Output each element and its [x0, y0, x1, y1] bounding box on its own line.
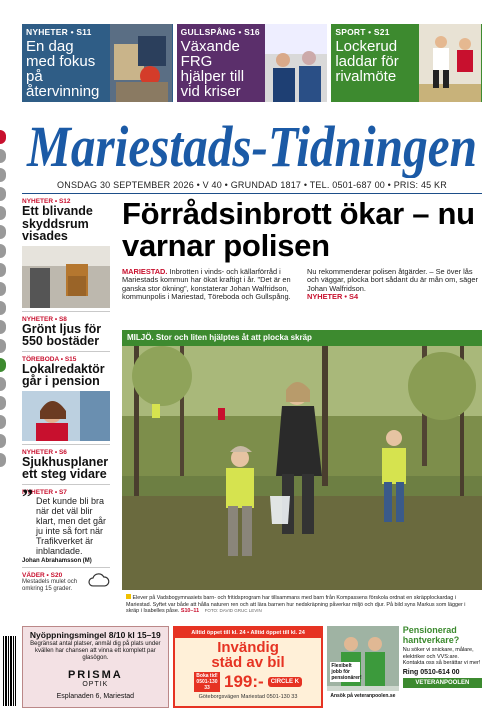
teaser-photo: [419, 24, 482, 102]
left-story-shelter[interactable]: [22, 198, 110, 312]
ad-brand: CIRCLE K: [268, 677, 302, 687]
left-column: [22, 198, 110, 620]
cloud-icon: [88, 572, 110, 588]
barcode: [2, 636, 16, 706]
photo-credit: FOTO: DAVID GRUC LEVIN: [204, 608, 262, 614]
teaser-frg[interactable]: [177, 24, 328, 102]
teaser-photo: [265, 24, 328, 102]
teaser-sport[interactable]: [331, 24, 482, 102]
teaser-tag: SPORT • S21: [335, 27, 390, 37]
ad-circle-k[interactable]: [173, 626, 324, 708]
dateline: ONSDAG 30 SEPTEMBER 2026 • V 40 • GRUNDAD 1817 • TEL. 0501-687 00 • PRIS: 45 KR: [57, 180, 447, 190]
weather-block[interactable]: [22, 572, 110, 593]
teaser-headline: Växande FRG hjälper till vid kriser: [180, 38, 245, 100]
ad-brand-sub: OPTIK: [82, 681, 109, 688]
story-kicker: VÄDER • S20: [22, 571, 63, 579]
masthead-logo: [22, 112, 482, 178]
ad-body: Nu söker vi snickare, målare, elektriker och VVS:are. Kontakta oss så berättar vi mer!: [402, 647, 481, 666]
story-kicker: NYHETER • S6: [22, 448, 67, 456]
index-tabs: [0, 130, 6, 472]
caption-marker-icon: [126, 594, 131, 599]
lead-text-1: Inbrotten i vinds- och källarförråd i Mariestads kommun har ökat kraftigt i år. "Det är en ganska stor ökning", konstaterar Johan Walfridson, kommunpolis i Mariestad, Töreboda och Gullspång.: [122, 267, 291, 302]
ad-veteranpoolen[interactable]: [403, 626, 482, 708]
main-lead: [122, 268, 482, 302]
story-kicker: NYHETER • S8: [22, 315, 67, 323]
caption-text: Elever på Vadsbogymnasiets barn- och fritidsprogram har tillsammans med barn från Kompassens förskola ordnat en skräpplockardag i Mariestad. Syftet var både att hålla naturen ren och att lära barnen hur nedskräpning påverkar miljö och djur. På bild syns Markus som lägger i skräp i Isabelles påse.: [126, 595, 466, 615]
teaser-strip: [22, 24, 482, 102]
main-photo: [122, 346, 482, 590]
ad-footer: Ansök på veteranpoolen.se: [327, 691, 398, 708]
quote-mark-icon: ”: [22, 483, 33, 509]
ad-title: Nyöppningsmingel 8/10 kl 15–19: [29, 630, 161, 640]
lead-text-2: Nu rekommenderar polisen åtgärder. – Se över lås och väggar, plocka bort sådant du är mån om, säger Johan Walfridson.: [307, 267, 478, 293]
left-story-housing[interactable]: [22, 316, 110, 352]
lead-page-ref: NYHETER • S4: [307, 292, 359, 302]
lead-dateline: MARIESTAD.: [122, 267, 168, 276]
teaser-headline: En dag med fokus på återvinning: [26, 38, 100, 100]
photo-headline-bar: [122, 330, 482, 346]
story-photo: [22, 246, 110, 308]
main-story[interactable]: [122, 198, 482, 302]
photo-caption: [126, 594, 478, 615]
masthead-title: Mariestads-Tidningen: [26, 114, 477, 178]
story-headline: Sjukhusplaner ett steg vidare: [22, 454, 109, 481]
divider: [22, 193, 482, 194]
caption-page-ref: S10–11: [180, 608, 200, 615]
ad-address: Göteborgsvägen Mariestad 0501-130 33: [198, 694, 298, 700]
story-kicker: NYHETER • S12: [22, 198, 71, 205]
ad-big-1: Invändig: [217, 639, 279, 656]
ad-phone: Ring 0510-614 00: [402, 668, 460, 676]
ad-prisma-optik[interactable]: [22, 626, 169, 708]
teaser-recycling[interactable]: [22, 24, 173, 102]
teaser-tag: GULLSPÅNG • S16: [180, 27, 260, 37]
ad-brand: PRISMA: [67, 669, 123, 681]
left-story-quote[interactable]: [22, 483, 110, 568]
photo-kicker: MILJÖ.: [127, 333, 154, 342]
teaser-tag: NYHETER • S11: [26, 27, 92, 37]
story-kicker: TÖREBODA • S15: [22, 355, 77, 363]
ad-badge: Boka tid! 0501-130 33: [194, 672, 220, 692]
left-story-retirement[interactable]: [22, 356, 110, 445]
ad-veteranpoolen-photo[interactable]: [327, 626, 398, 708]
ad-strip: [22, 626, 482, 708]
weather-text: Mestadels mulet och omkring 15 grader.: [22, 578, 78, 592]
ad-title: Pensionerad hantverkare?: [402, 626, 460, 645]
teaser-headline: Lockerud laddar för rivalmöte: [335, 38, 399, 85]
story-headline: Ett blivande skyddsrum visades: [22, 204, 93, 243]
story-kicker: NYHETER • S7: [22, 488, 67, 496]
story-photo: [22, 391, 110, 441]
ad-top: Alltid öppet till kl. 24 • Alltid öppet till kl. 24: [175, 628, 322, 638]
ad-address: Esplanaden 6, Mariestad: [56, 693, 135, 700]
quote-byline: Johan Abrahamsson (M): [22, 557, 92, 564]
left-story-hospital[interactable]: [22, 449, 110, 485]
teaser-photo: [110, 24, 173, 102]
ad-big-2: städ av bil: [211, 654, 285, 671]
ad-price: 199:-: [224, 672, 264, 691]
quote-text: Det kunde bli bra när det väl blir klart, men det går ju inte så fort när Trafikverket är inblandade.: [36, 495, 107, 556]
ad-text: Flexibelt jobb för pensionärer!: [331, 663, 362, 681]
story-headline: Grönt ljus för 550 bostäder: [22, 321, 102, 348]
photo-headline: Stor och liten hjälptes åt att plocka skräp: [155, 333, 312, 342]
masthead: [22, 112, 482, 178]
story-headline: Lokalredaktör går i pension: [22, 361, 105, 388]
ad-brand: VETERANPOOLEN: [403, 678, 482, 688]
main-headline: Förrådsinbrott ökar – nu varnar polisen: [122, 196, 475, 263]
ad-body: Begränsat antal platser, anmäl dig på plats under kvällen har chansen att vinna ett komplett par glasögon.: [30, 641, 161, 661]
